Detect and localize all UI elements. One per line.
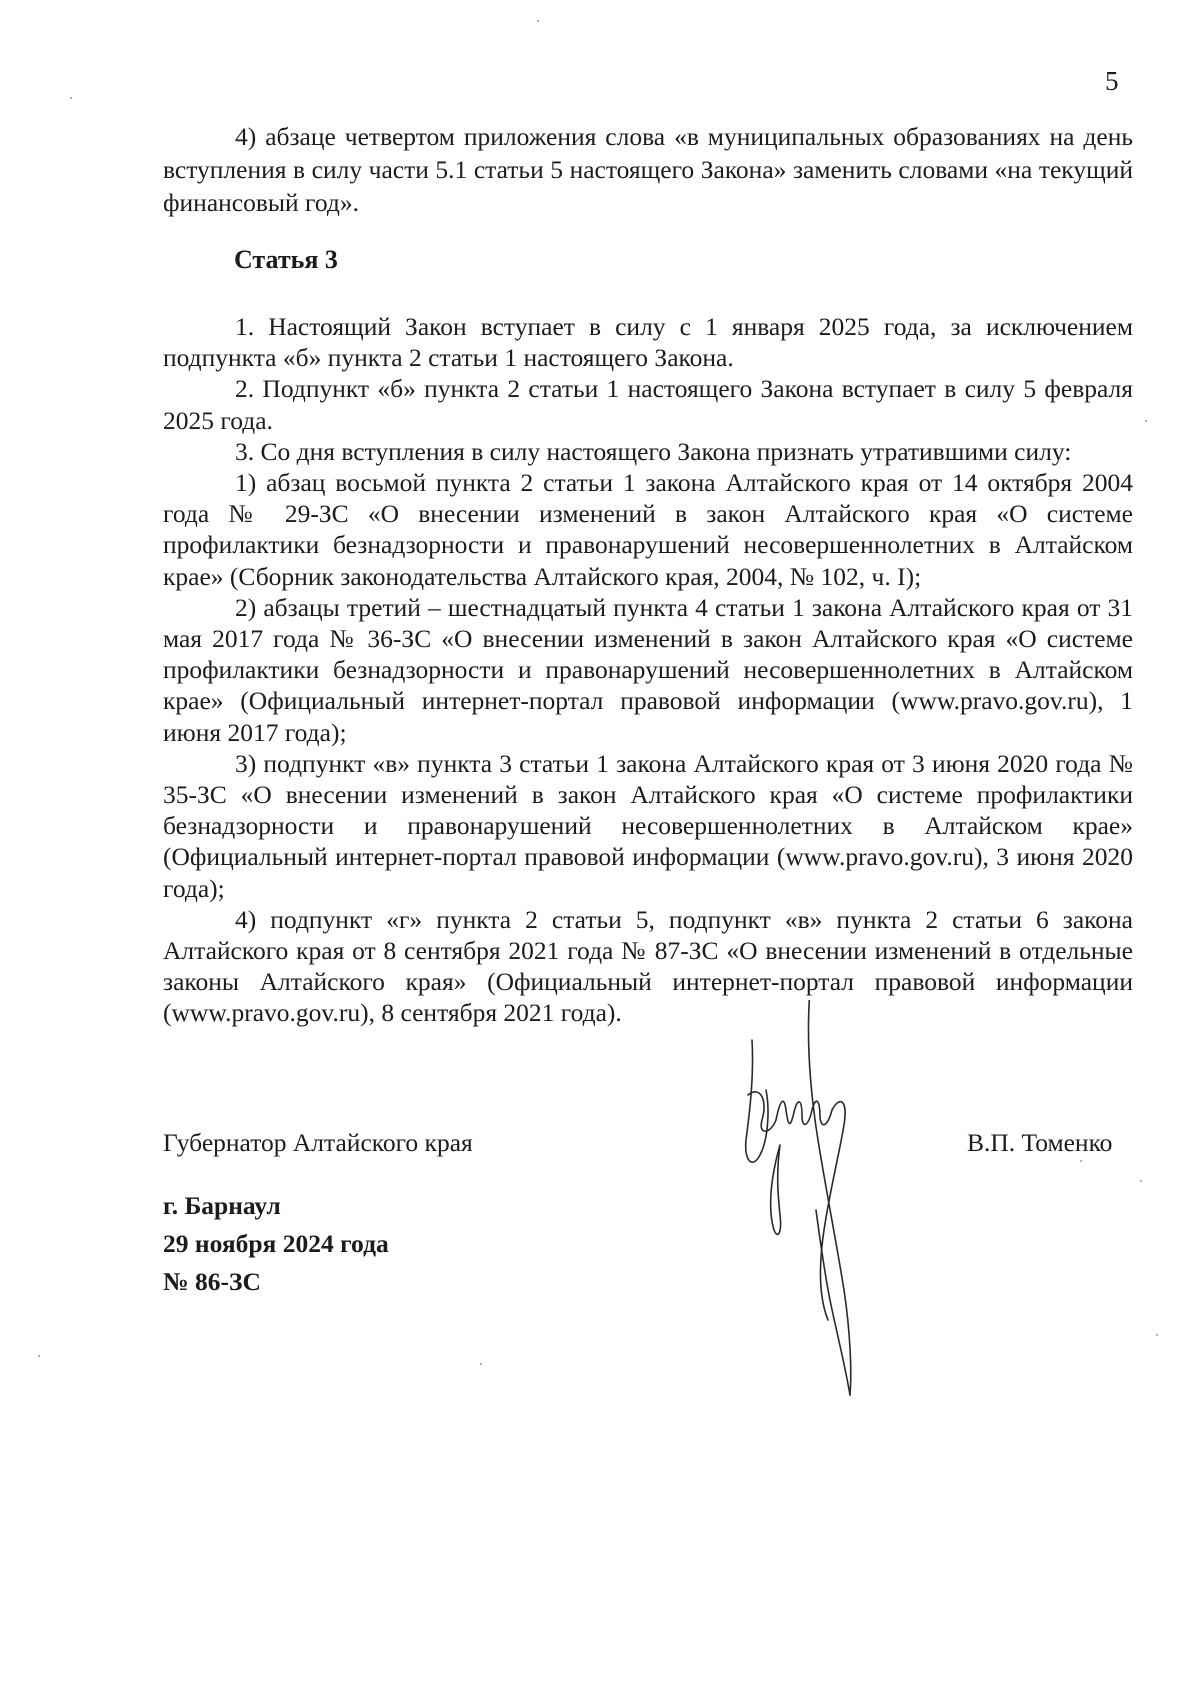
article-body <box>163 311 1133 1029</box>
article-subitem-4: 4) подпункт «г» пункта 2 статьи 5, подпункт «в» пункта 2 статьи 6 закона Алтайского края от 8 сентября 2021 года № 87-ЗС «О внесении изменений в отдельные законы Алтайского края» (Официальный интернет-портал правовой информации (www.pravo.gov.ru), 8 сентября 2021 года). <box>163 904 1133 1028</box>
article-subitem-2: 2) абзацы третий – шестнадцатый пункта 4 статьи 1 закона Алтайского края от 31 мая 2017 года № 36-ЗС «О внесении изменений в закон Алтайского края «О системе профилактики безнадзорности и правонарушений несовершеннолетних в Алтайском крае» (Официальный интернет-портал правовой информации (www.pravo.gov.ru), 1 июня 2017 года); <box>163 592 1133 747</box>
article-paragraph-2: 2. Подпункт «б» пункта 2 статьи 1 настоящего Закона вступает в силу 5 февраля 2025 года. <box>163 374 1133 435</box>
scan-speck <box>1080 1160 1082 1162</box>
signatory-position: Губернатор Алтайского края <box>163 1128 473 1157</box>
scan-speck <box>1156 1334 1158 1336</box>
scan-speck <box>480 1363 482 1365</box>
page-number: 5 <box>1105 66 1119 96</box>
scan-speck <box>70 97 72 99</box>
article-subitem-3: 3) подпункт «в» пункта 3 статьи 1 закона Алтайского края от 3 июня 2020 года № 35-ЗС «О внесении изменений в закон Алтайского края «О системе профилактики безнадзорности и правонарушений несовершеннолетних в Алтайском крае» (Официальный интернет-портал правовой информации (www.pravo.gov.ru), 3 июня 2020 года); <box>163 748 1133 903</box>
scan-speck <box>1145 420 1147 422</box>
article-paragraph-1: 1. Настоящий Закон вступает в силу с 1 января 2025 года, за исключением подпункта «б» пункта 2 статьи 1 настоящего Закона. <box>163 312 1133 373</box>
article-paragraph-3: 3. Со дня вступления в силу настоящего Закона признать утратившими силу: <box>235 436 1072 466</box>
intro-section <box>163 120 1133 219</box>
scan-speck <box>537 20 539 22</box>
scan-speck <box>38 1355 40 1357</box>
signatory-name: В.П. Томенко <box>967 1128 1113 1157</box>
article-subitem-1: 1) абзац восьмой пункта 2 статьи 1 закона Алтайского края от 14 октября 2004 года № 29-ЗС «О внесении изменений в закон Алтайского края «О системе профилактики безнадзорности и правонарушений несовершеннолетних в Алтайском крае» (Сборник законодательства Алтайского края, 2004, № 102, ч. I); <box>163 468 1133 591</box>
signing-place: г. Барнаул <box>163 1191 281 1220</box>
scan-speck <box>1140 1180 1142 1182</box>
handwritten-signature <box>740 1000 910 1400</box>
article-title: Статья 3 <box>234 245 338 274</box>
signing-date: 29 ноября 2024 года <box>163 1229 389 1258</box>
place-date-block <box>163 1187 389 1301</box>
intro-paragraph: 4) абзаце четвертом приложения слова «в муниципальных образованиях на день вступления в силу части 5.1 статьи 5 настоящего Закона» заменить словами «на текущий финансовый год». <box>163 122 1133 217</box>
law-number: № 86-ЗС <box>163 1267 261 1296</box>
